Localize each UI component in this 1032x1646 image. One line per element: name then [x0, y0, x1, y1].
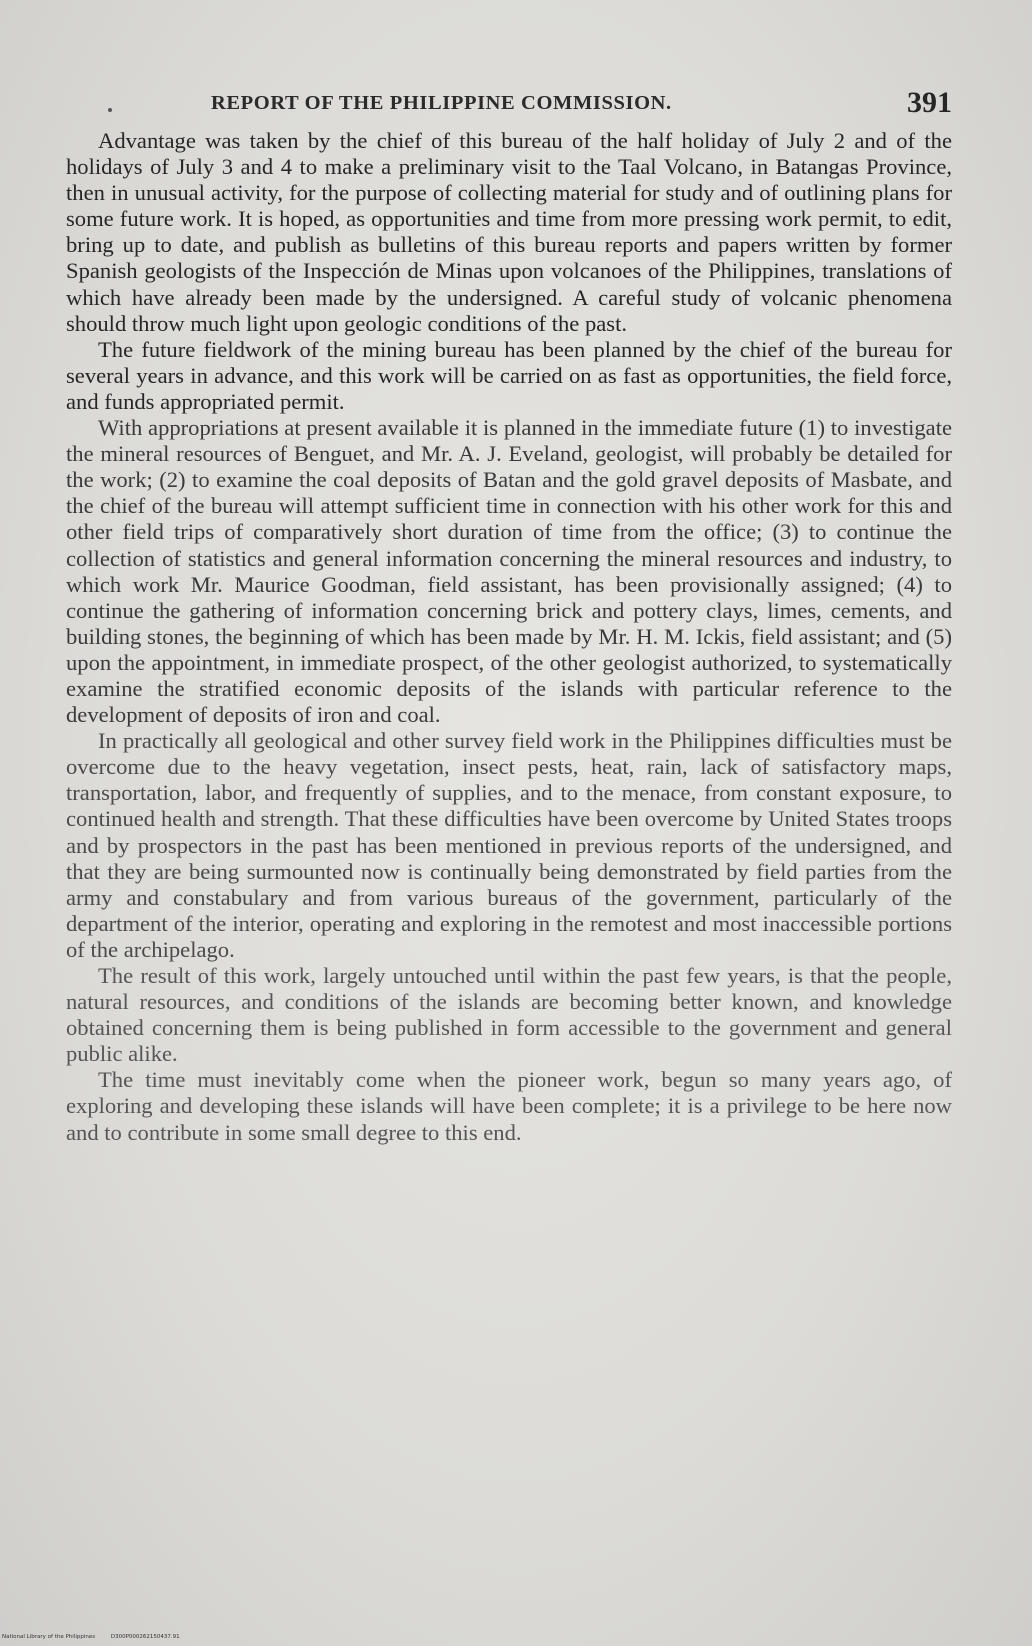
report-body: [66, 128, 952, 1146]
page-number: 391: [907, 86, 952, 119]
footer-identifier: D300P000262150437.91: [110, 1634, 180, 1640]
paragraph-taal-volcano: Advantage was taken by the chief of this bureau of the half holiday of July 2 and of the holidays of July 3 and 4 to make a preliminary visit to the Taal Volcano, in Batangas Province, then in unusual activity, for the purpose of collecting material for study and of outlining plans for some future work. It is hoped, as opportunities and time from more pressing work permit, to edit, bring up to date, and publish as bulletins of this bureau reports and papers written by former Spanish geologists of the Inspección de Minas upon volcanoes of the Philippines, translations of which have already been made by the undersigned. A careful study of volcanic phenomena should throw much light upon geologic conditions of the past.: [66, 128, 952, 336]
page-header: [66, 86, 952, 126]
paragraph-result-of-work: The result of this work, largely untouched until within the past few years, is that the people, natural resources, and conditions of the islands are becoming better known, and knowledge obtained concerning them is being published in form accessible to the government and general public alike.: [66, 963, 952, 1067]
paragraph-pioneer-work: The time must inevitably come when the pioneer work, begun so many years ago, of exploring and developing these islands will have been complete; it is a privilege to be here now and to contribute in some small degree to this end.: [66, 1067, 952, 1145]
ink-speck: [108, 108, 112, 112]
paragraph-future-fieldwork: The future fieldwork of the mining bureau has been planned by the chief of the bureau for several years in advance, and this work will be carried on as fast as opportunities, the field force, and funds appropriated permit.: [66, 336, 952, 414]
running-title: REPORT OF THE PHILIPPINE COMMISSION.: [211, 92, 672, 114]
footer-library: National Library of the Philippines: [2, 1634, 96, 1640]
paragraph-field-difficulties: In practically all geological and other survey field work in the Philippines difficulties must be overcome due to the heavy vegetation, insect pests, heat, rain, lack of satisfactory maps, transportation, labor, and frequently of supplies, and to the menace, from constant exposure, to continued health and strength. That these difficulties have been overcome by United States troops and by prospectors in the past has been mentioned in previous reports of the undersigned, and that they are being surmounted now is continually being demonstrated by field parties from the army and constabulary and from various bureaus of the government, particularly of the department of the interior, operating and exploring in the remotest and most inaccessible portions of the archipelago.: [66, 728, 952, 962]
paragraph-appropriations-plan: With appropriations at present available it is planned in the immediate future (1) to investigate the mineral resources of Benguet, and Mr. A. J. Eveland, geologist, will probably be detailed for the work; (2) to examine the coal deposits of Batan and the gold gravel deposits of Masbate, and the chief of the bureau will attempt sufficient time in connection with his other work for this and other field trips of comparatively short duration of time from the office; (3) to continue the collection of statistics and general information concerning the mineral resources and industry, to which work Mr. Maurice Goodman, field assistant, has been provisionally assigned; (4) to continue the gathering of information concerning brick and pottery clays, limes, cements, and building stones, the beginning of which has been made by Mr. H. M. Ickis, field assistant; and (5) upon the appointment, in immediate prospect, of the other geologist authorized, to systematically examine the stratified economic deposits of the islands with particular reference to the development of deposits of iron and coal.: [66, 415, 952, 728]
scan-footer: [2, 1634, 194, 1640]
